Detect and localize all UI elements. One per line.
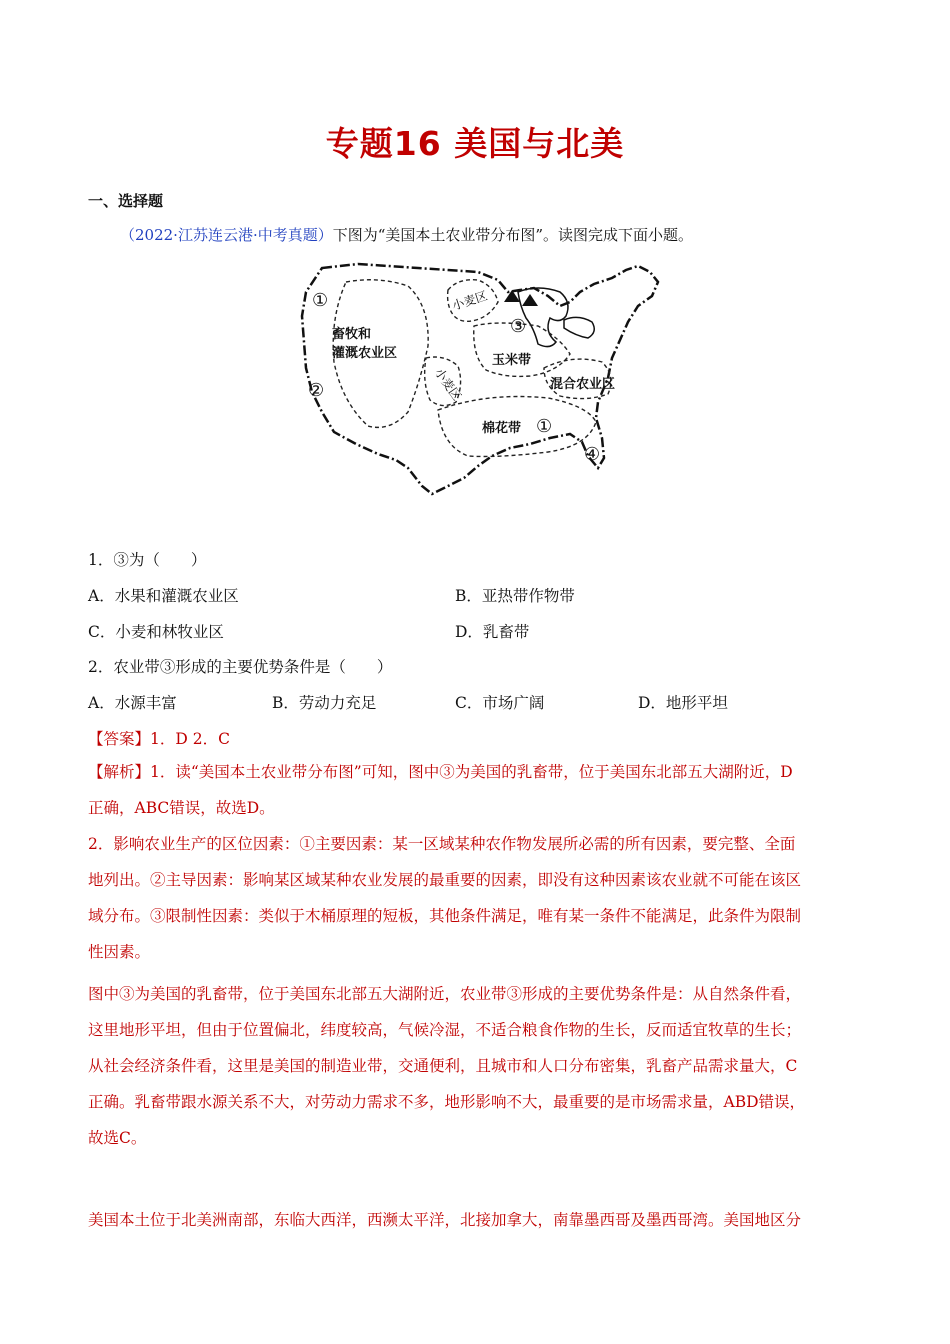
- question-2-stem: 2．农业带③形成的主要优势条件是（ ）: [88, 658, 393, 676]
- answer-line: 【答案】1．D 2．C: [88, 730, 230, 748]
- question-intro: [120, 224, 693, 245]
- text-line: 2．影响农业生产的区位因素：①主要因素：某一区域某种农作物发展所必需的所有因素，要完整、全面: [88, 835, 796, 853]
- label-wheat-south: 小麦区: [431, 365, 465, 404]
- analysis-paragraph-2: [88, 826, 868, 970]
- text-line: 故选C。: [88, 1129, 147, 1147]
- marker-1-west: ①: [312, 290, 329, 311]
- label-pasture-2: 灌溉农业区: [332, 346, 398, 361]
- section-heading: 一、选择题: [88, 192, 164, 210]
- text-line: 正确，ABC错误，故选D。: [88, 799, 275, 817]
- analysis-paragraph-3: [88, 976, 868, 1156]
- text-line: 从社会经济条件看，这里是美国的制造业带，交通便利，且城市和人口分布密集，乳畜产品需求量大，C: [88, 1057, 798, 1075]
- analysis-paragraph-1: [88, 754, 868, 826]
- q2-option-d[interactable]: D．地形平坦: [638, 694, 728, 712]
- q1-option-a[interactable]: A．水果和灌溉农业区: [88, 587, 239, 605]
- text-line: 正确。乳畜带跟水源关系不大，对劳动力需求不多，地形影响不大，最重要的是市场需求量，ABD错误，: [88, 1093, 806, 1111]
- analysis-paragraph-4: 美国本土位于北美洲南部，东临大西洋，西濒太平洋，北接加拿大，南靠墨西哥及墨西哥湾。美国地区分: [88, 1211, 802, 1229]
- label-pasture-1: 畜牧和: [332, 327, 372, 342]
- label-cotton: 棉花带: [482, 421, 522, 436]
- q1-option-c[interactable]: C．小麦和林牧业区: [88, 623, 224, 641]
- question-source: （2022·江苏连云港·中考真题）: [120, 226, 333, 244]
- marker-1-cotton: ①: [536, 416, 553, 437]
- marker-3: ③: [510, 316, 527, 337]
- label-wheat-north: 小麦区: [450, 288, 490, 313]
- intro-text: 下图为“美国本土农业带分布图”。读图完成下面小题。: [332, 226, 694, 244]
- marker-2: ②: [308, 380, 325, 401]
- text-line: 图中③为美国的乳畜带，位于美国东北部五大湖附近，农业带③形成的主要优势条件是：从自然条件看，: [88, 985, 802, 1003]
- marker-4: ④: [584, 444, 601, 465]
- text-line: 这里地形平坦，但由于位置偏北，纬度较高，气候冷湿，不适合粮食作物的生长，反而适宜牧草的生长；: [88, 1021, 802, 1039]
- page-title: 专题16 美国与北美: [325, 124, 625, 163]
- q1-option-b[interactable]: B．亚热带作物带: [455, 587, 575, 605]
- text-line: 性因素。: [88, 943, 151, 961]
- q1-option-d[interactable]: D．乳畜带: [455, 623, 530, 641]
- q2-option-a[interactable]: A．水源丰富: [88, 694, 177, 712]
- label-corn: 玉米带: [492, 353, 532, 368]
- text-line: 地列出。②主导因素：影响某区域某种农业发展的最重要的因素，即没有这种因素该农业就不可能在该区: [88, 871, 802, 889]
- q2-option-c[interactable]: C．市场广阔: [455, 694, 545, 712]
- mountain-icon: [522, 294, 538, 306]
- text-line: 域分布。③限制性因素：类似于木桶原理的短板，其他条件满足，唯有某一条件不能满足，此条件为限制: [88, 907, 802, 925]
- text-line: 【解析】1．读“美国本土农业带分布图”可知，图中③为美国的乳畜带，位于美国东北部五大湖附近，D: [88, 763, 793, 781]
- label-mixed: 混合农业区: [550, 377, 616, 392]
- question-1-stem: 1．③为（ ）: [88, 551, 207, 569]
- q2-option-b[interactable]: B．劳动力充足: [272, 694, 377, 712]
- us-agriculture-map: [298, 262, 670, 502]
